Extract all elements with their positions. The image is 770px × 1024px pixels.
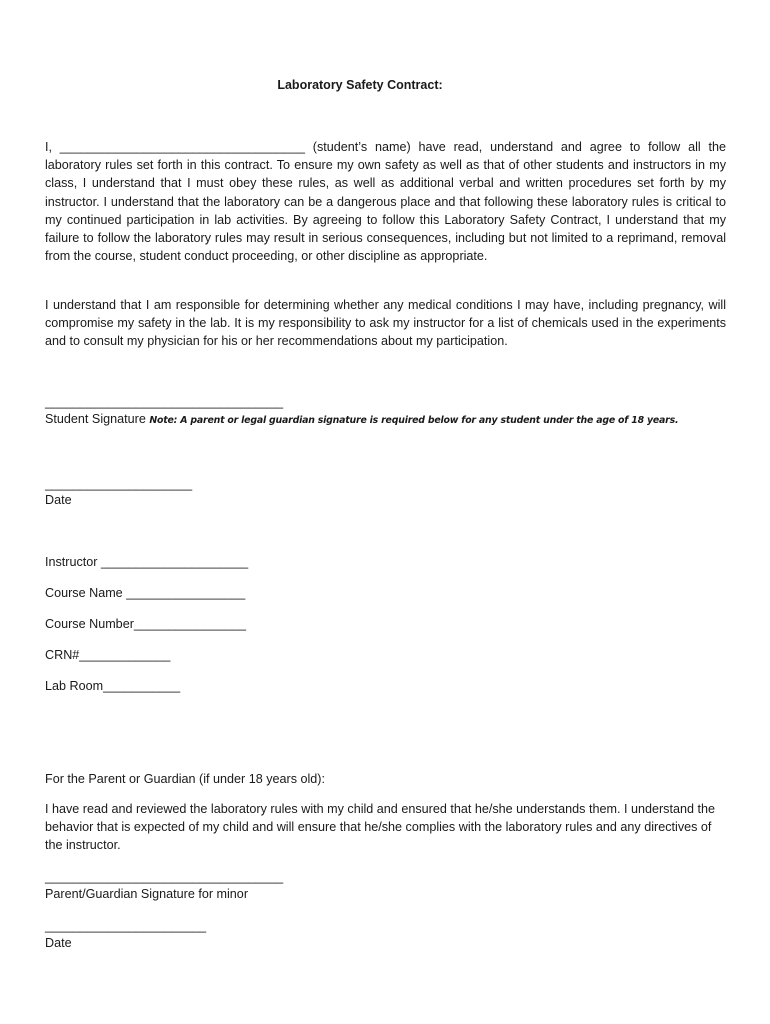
guardian-heading: For the Parent or Guardian (if under 18 years old): <box>45 772 326 786</box>
course-number-field: Course Number________________ <box>45 617 246 631</box>
student-signature-line: __________________________________ <box>45 395 284 409</box>
guardian-signature-line: __________________________________ <box>45 870 284 884</box>
guardian-date-line: _______________________ <box>45 919 207 933</box>
lab-room-field: Lab Room___________ <box>45 679 181 693</box>
date-label: Date <box>45 493 72 507</box>
student-signature-label: Student Signature <box>45 412 146 426</box>
course-name-field: Course Name _________________ <box>45 586 246 600</box>
student-signature-row <box>45 411 678 429</box>
date-line: _____________________ <box>45 477 193 491</box>
agreement-paragraph: I, ___________________________________ (student’s name) have read, understand and agree to follow all the laboratory rules set forth in this contract. To ensure my own safety as well as that of other students and instructors in my class, I understand that I must obey these rules, as well as additional verbal and written procedures set forth by my instructor. I understand that the laboratory can be a dangerous place and that following these laboratory rules is critical to my continued participation in lab activities. By agreeing to follow this Laboratory Safety Contract, I understand that my failure to follow the laboratory rules may result in serious consequences, including but not limited to a reprimand, removal from the course, student conduct proceeding, or other discipline as appropriate. <box>45 140 726 264</box>
guardian-date-label: Date <box>45 936 72 950</box>
medical-paragraph: I understand that I am responsible for determining whether any medical conditions I may have, including pregnancy, will compromise my safety in the lab. It is my responsibility to ask my instructor for a list of chemicals used in the experiments and to consult my physician for his or her recommendations about my participation. <box>45 298 726 349</box>
guardian-signature-label: Parent/Guardian Signature for minor <box>45 887 249 901</box>
crn-field: CRN#_____________ <box>45 648 171 662</box>
guardian-paragraph: I have read and reviewed the laboratory rules with my child and ensured that he/she understands them. I understand the behavior that is expected of my child and will ensure that he/she complies with the laboratory rules and any directives of the instructor. <box>45 802 715 853</box>
page-title: Laboratory Safety Contract: <box>277 78 443 92</box>
guardian-requirement-note: Note: A parent or legal guardian signature is required below for any student under the age of 18 years. <box>149 415 679 426</box>
instructor-field: Instructor _____________________ <box>45 555 249 569</box>
